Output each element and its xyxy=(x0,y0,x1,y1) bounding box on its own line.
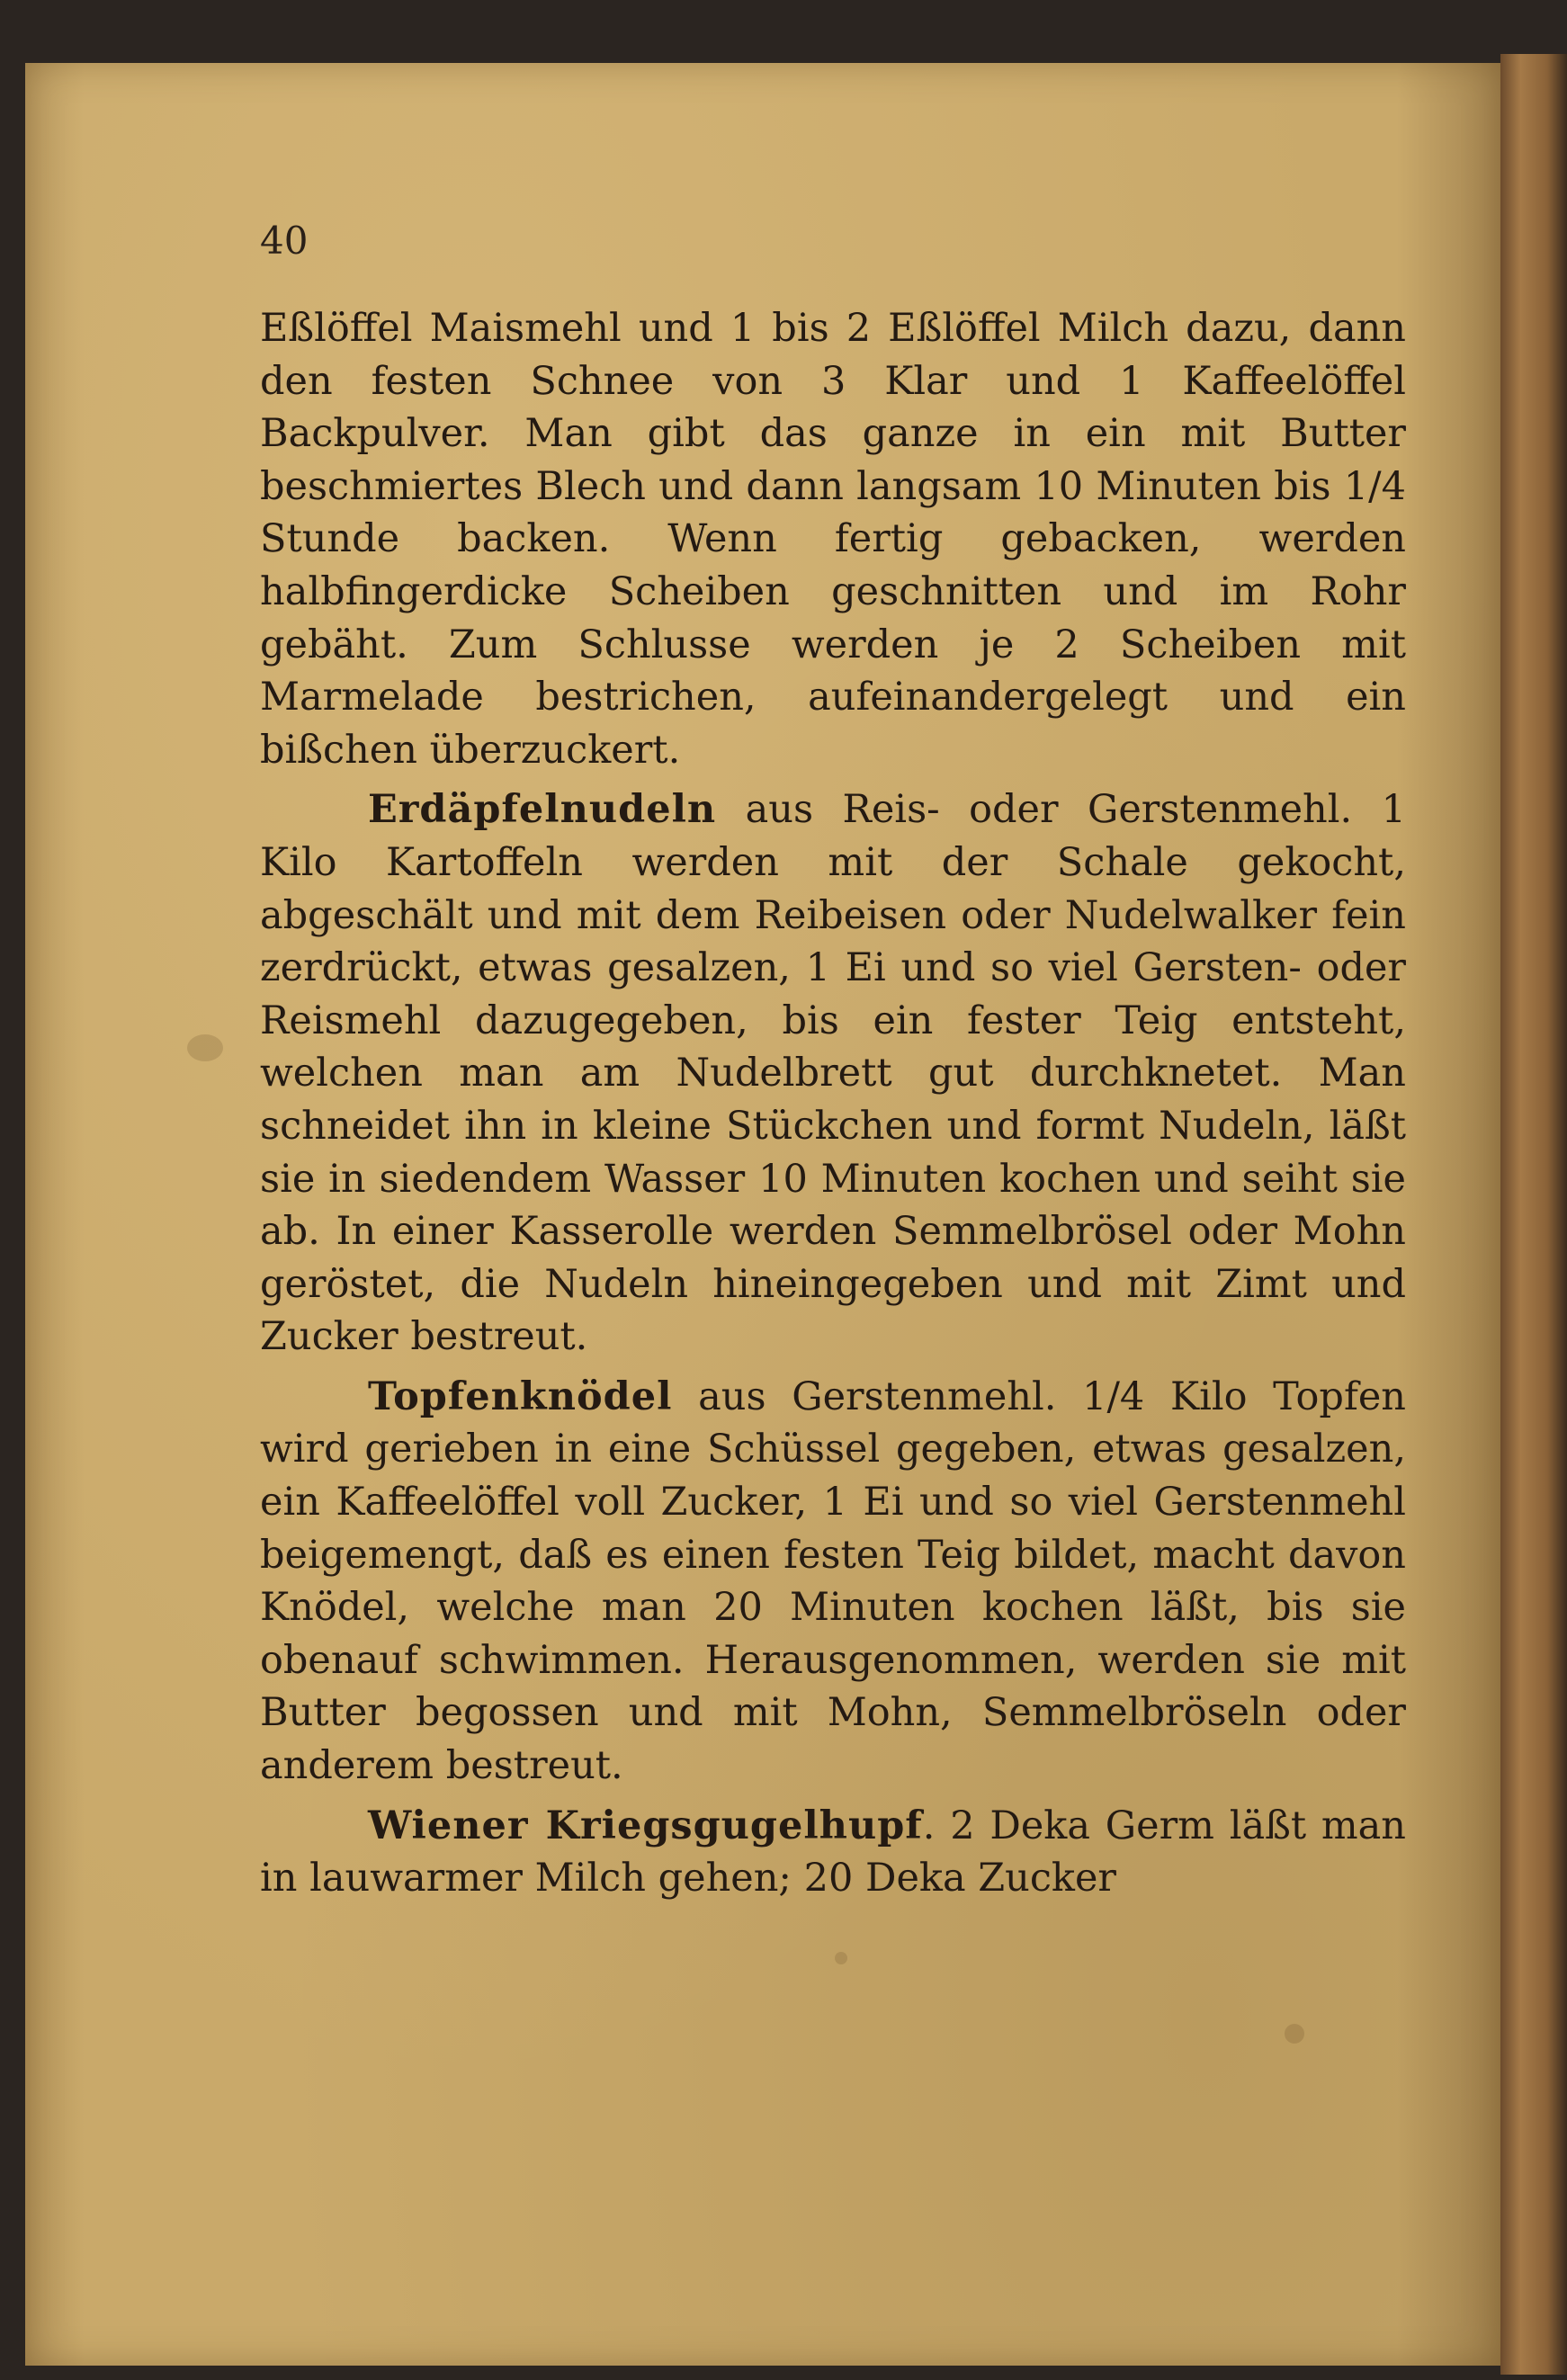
recipe-body: aus Gerstenmehl. 1/4 Kilo Topfen wird gerieben in eine Schüssel gegeben, etwas gesalzen, ein Kaffeelöffel voll Zucker, 1 Ei und so viel Gerstenmehl beigemengt, daß es einen festen Teig bildet, macht davon Knödel, welche man 20 Minuten kochen läßt, bis sie obenauf schwimmen. Herausgenommen, werden sie mit Butter begossen und mit Mohn, Semmelbröseln oder anderem bestreut. xyxy=(260,1373,1406,1789)
next-page-edge xyxy=(1500,54,1567,2375)
recipe-paragraph xyxy=(260,783,1406,1364)
recipe-title: Erdäpfelnudeln xyxy=(368,787,717,833)
page-number: 40 xyxy=(260,219,309,263)
recipe-body: . 2 Deka Germ läßt man in lauwarmer Milch gehen; 20 Deka Zucker xyxy=(260,1803,1406,1901)
recipe-paragraph xyxy=(260,1800,1406,1905)
recipe-title: Wiener Kriegsgugelhupf xyxy=(368,1803,923,1848)
recipe-title: Topfenknödel xyxy=(368,1373,673,1419)
continuation-paragraph: Eßlöffel Maismehl und 1 bis 2 Eßlöffel Milch dazu, dann den festen Schnee von 3 Klar und 1 Kaffeelöffel Backpulver. Man gibt das ganze in ein mit Butter beschmiertes Blech und dann langsam 10 Minuten bis 1/4 Stunde backen. Wenn fertig gebacken, werden halbfingerdicke Scheiben geschnitten und im Rohr gebäht. Zum Schlusse werden je 2 Scheiben mit Marmelade bestrichen, aufeinandergelegt und ein bißchen überzuckert. xyxy=(260,306,1406,773)
recipe-paragraph xyxy=(260,1371,1406,1793)
paper-stain xyxy=(187,1034,223,1061)
paper-stain xyxy=(835,1952,847,1964)
recipe-body: aus Reis- oder Gerstenmehl. 1 Kilo Kartoffeln werden mit der Schale gekocht, abgeschält und mit dem Reibeisen oder Nudelwalker fein zerdrückt, etwas gesalzen, 1 Ei und so viel Gersten- oder Reismehl dazugegeben, bis ein fester Teig entsteht, welchen man am Nudelbrett gut durchknetet. Man schneidet ihn in kleine Stückchen und formt Nudeln, läßt sie in siedendem Wasser 10 Minuten kochen und seiht sie ab. In einer Kasserolle werden Semmelbrösel oder Mohn geröstet, die Nudeln hineingegeben und mit Zimt und Zucker bestreut. xyxy=(260,787,1406,1360)
paper-stain xyxy=(1285,2024,1304,2044)
recipe-text xyxy=(260,302,1406,1905)
